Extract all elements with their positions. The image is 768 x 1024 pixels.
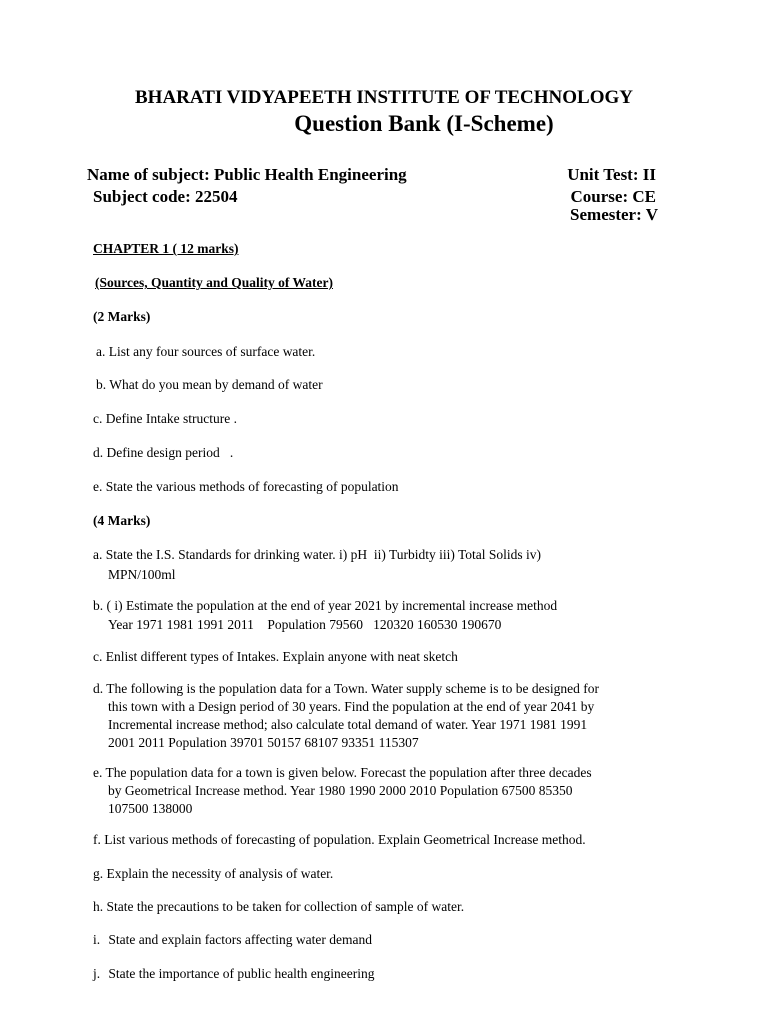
question-label: h. [93,899,104,914]
question-label: d. [93,445,104,460]
question-text: ( i) Estimate the population at the end of year 2021 by incremental increase method [106,598,558,613]
question-label: f. [93,832,101,847]
course: Course: CE [570,187,656,206]
list-item [93,898,464,916]
question-text: The population data for a town is given below. Forecast the population after three decades [105,765,592,780]
question-text-cont: 2001 2011 Population 39701 50157 68107 93351 115307 [108,735,419,750]
question-text: What do you mean by demand of water [109,377,323,392]
list-item [93,931,372,949]
question-label: a. [93,547,103,562]
unit-test: Unit Test: II [567,165,656,184]
question-label: i. [93,932,101,947]
question-label: d. [93,681,104,696]
list-item [93,965,375,983]
question-text-cont: by Geometrical Increase method. Year 1980 1990 2000 2010 Population 67500 85350 [108,783,573,798]
question-text: State the I.S. Standards for drinking water. i) pH ii) Turbidty iii) Total Solids iv) [105,547,542,562]
question-text-cont: 107500 138000 [108,801,193,816]
institute-name: BHARATI VIDYAPEETH INSTITUTE OF TECHNOLOGY [135,87,633,108]
list-item [93,764,592,818]
question-label: e. [93,765,103,780]
chapter-title: CHAPTER 1 ( 12 marks) [93,241,239,256]
question-text: Define Intake structure . [105,411,237,426]
question-text: State the various methods of forecasting of population [105,479,399,494]
chapter-topic: (Sources, Quantity and Quality of Water) [95,275,334,290]
question-text: State and explain factors affecting water demand [108,932,373,947]
question-text-cont: Incremental increase method; also calculate total demand of water. Year 1971 1981 1991 [108,717,588,732]
page-title: Question Bank (I-Scheme) [294,111,554,136]
subject-name: Name of subject: Public Health Engineering [87,165,407,184]
list-item [93,597,557,634]
question-text: Explain the necessity of analysis of water. [106,866,334,881]
question-text: The following is the population data for a Town. Water supply scheme is to be designed for [106,681,600,696]
two-marks-heading: (2 Marks) [93,309,151,324]
question-label: c. [93,649,103,664]
list-item [93,478,399,496]
list-item [93,444,233,462]
list-item [93,831,586,849]
question-text: List various methods of forecasting of population. Explain Geometrical Increase method. [104,832,586,847]
question-text-cont: Year 1971 1981 1991 2011 Population 79560 120320 160530 190670 [108,617,502,632]
question-label: c. [93,411,103,426]
question-text: Enlist different types of Intakes. Explain anyone with neat sketch [105,649,458,664]
question-label: b. [93,598,104,613]
question-text: State the importance of public health engineering [108,966,375,981]
list-item [96,343,315,361]
list-item [96,376,323,394]
question-label: a. [96,344,106,359]
list-item [93,865,333,883]
question-label: b. [96,377,107,392]
subject-code: Subject code: 22504 [93,187,238,206]
question-text: List any four sources of surface water. [108,344,316,359]
question-label: e. [93,479,103,494]
list-item [93,546,541,584]
semester: Semester: V [570,205,658,224]
list-item [93,410,237,428]
question-text: Define design period . [106,445,234,460]
list-item [93,680,599,752]
question-text-cont: MPN/100ml [108,567,176,582]
question-label: j. [93,966,101,981]
four-marks-heading: (4 Marks) [93,513,151,528]
question-text-cont: this town with a Design period of 30 years. Find the population at the end of year 2041 by [108,699,595,714]
question-label: g. [93,866,104,881]
list-item [93,648,458,666]
question-text: State the precautions to be taken for collection of sample of water. [106,899,465,914]
